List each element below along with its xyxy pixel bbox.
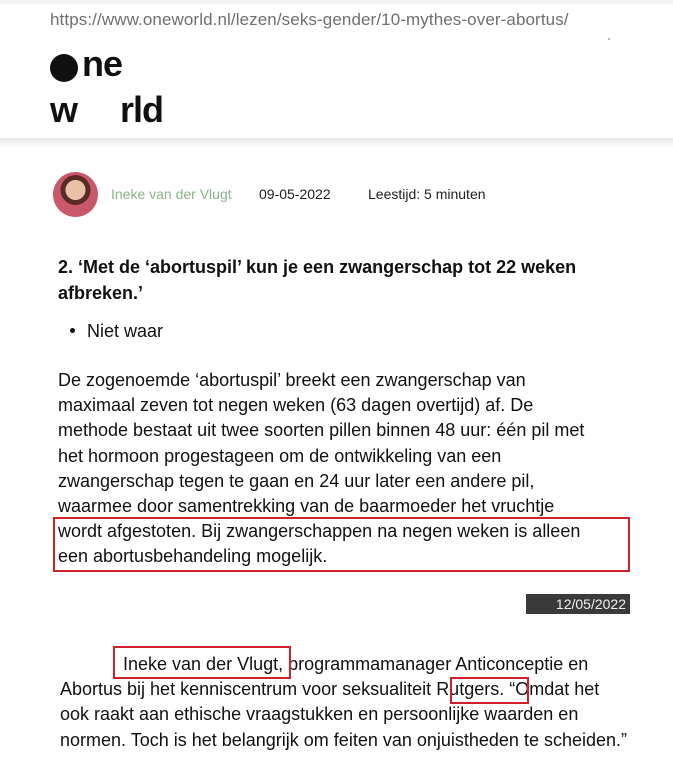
- paragraph-line: methode bestaat uit twee soorten pillen binnen 48 uur: één pil met: [58, 420, 585, 441]
- bio-org: Rutgers.: [436, 679, 505, 700]
- highlight-box-paragraph: [53, 517, 630, 572]
- address-bar-url[interactable]: https://www.oneworld.nl/lezen/seks-gender/10-mythes-over-abortus/: [50, 10, 569, 29]
- paragraph-line: De zogenoemde ‘abortuspil’ breekt een zwangerschap van: [58, 370, 526, 390]
- bio-line-4: normen. Toch is het belangrijk om feiten van onjuistheden te scheiden.”: [60, 729, 628, 750]
- author-avatar[interactable]: [53, 172, 98, 217]
- logo-text-line2-w: w: [50, 89, 79, 130]
- highlight-box-org: [450, 677, 529, 704]
- logo-text-line2-rld: rld: [120, 89, 164, 130]
- bio-quote-start: “Omdat het: [504, 679, 600, 700]
- bio-text: Abortus bij het kenniscentrum voor seksualiteit: [60, 679, 437, 700]
- bio-role: programmamanager Anticonceptie en: [283, 654, 589, 674]
- paragraph-line: zwangerschap tegen te gaan en 24 uur later een andere pil,: [58, 470, 535, 491]
- bio-author-name: Ineke van der Vlugt,: [123, 654, 284, 674]
- paragraph-line: wordt afgestoten. Bij zwangerschappen na negen weken is alleen: [58, 521, 581, 542]
- browser-top-strip: [0, 0, 673, 4]
- author-name-link[interactable]: Ineke van der Vlugt: [111, 186, 232, 202]
- address-bar-marker: [608, 38, 610, 40]
- bio-line-3: ook raakt aan ethische vraagstukken en persoonlijke waarden en: [60, 704, 579, 725]
- article-section-heading: [58, 254, 618, 306]
- highlight-box-name: [113, 646, 291, 679]
- screenshot-date-badge: 12/05/2022: [526, 594, 630, 614]
- publish-date: 09-05-2022: [259, 186, 331, 202]
- verdict-bullet: [70, 321, 163, 342]
- bio-line-2: [60, 677, 660, 702]
- heading-line: 2. ‘Met de ‘abortuspil’ kun je een zwangerschap tot 22 weken: [58, 257, 577, 277]
- bullet-dot: [70, 328, 75, 333]
- heading-line: afbreken.’: [58, 283, 144, 303]
- paragraph-line: waarmee door samentrekking van de baarmoeder het vruchtje: [58, 496, 555, 517]
- paragraph-line: het hormoon progestageen om de ontwikkeling van een: [58, 445, 502, 466]
- logo-text-line1: ne: [82, 43, 123, 84]
- header-divider: [0, 138, 673, 148]
- paragraph-line: een abortusbehandeling mogelijk.: [58, 546, 328, 567]
- logo-dot-o: [50, 54, 78, 82]
- reading-time: Leestijd: 5 minuten: [368, 186, 486, 202]
- paragraph-line: maximaal zeven tot negen weken (63 dagen overtijd) af. De: [58, 395, 534, 416]
- oneworld-logo[interactable]: [50, 43, 210, 142]
- verdict-text: Niet waar: [87, 321, 164, 341]
